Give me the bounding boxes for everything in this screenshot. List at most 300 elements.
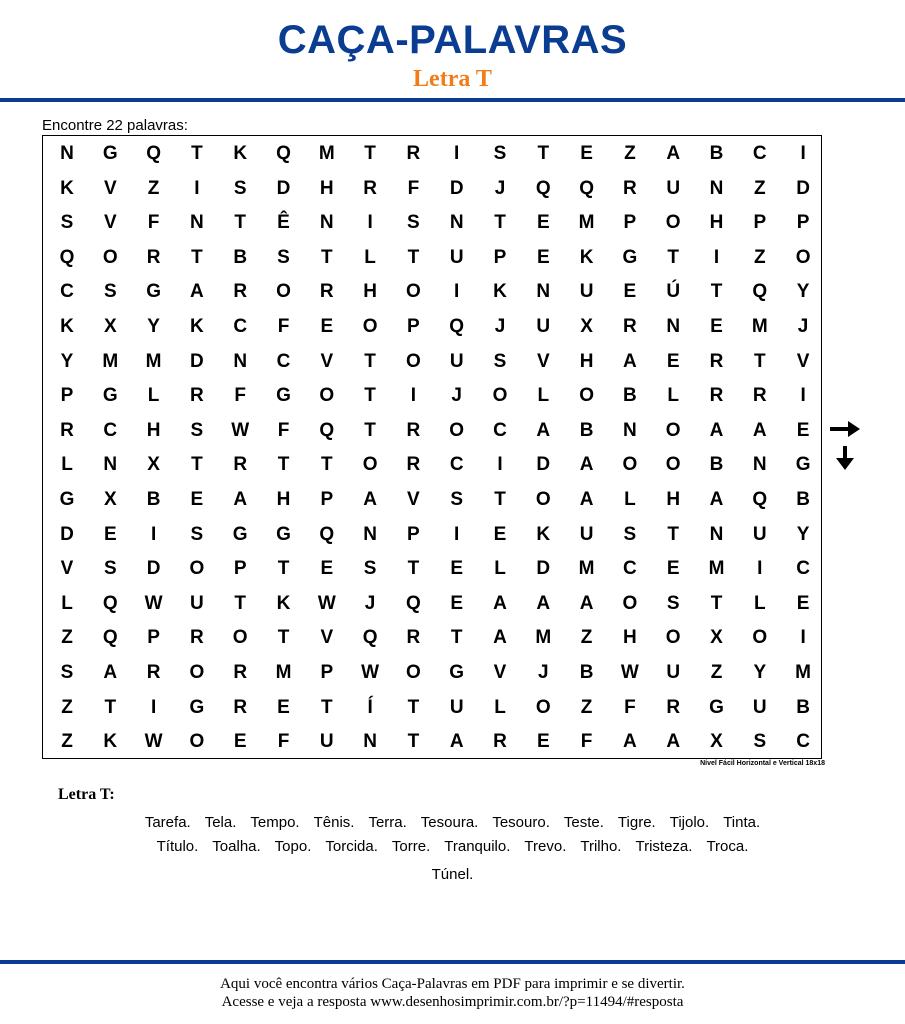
grid-cell: T [191,143,203,164]
grid-cell: Q [276,143,291,164]
grid-cell: U [666,177,681,199]
grid-cell: H [579,350,594,372]
grid-cell: P [320,662,334,683]
grid-cell: Ú [666,281,681,303]
grid-cell: P [233,558,247,580]
grid-cell: G [709,696,724,718]
grid-cell: T [537,143,550,164]
grid-cell: T [364,385,376,407]
grid-cell: N [752,454,767,476]
grid-cell: F [624,696,636,718]
grid-cell: T [364,350,376,372]
grid-cell: F [580,731,593,753]
grid-cell: O [622,592,638,614]
grid-cell: L [364,246,376,268]
bottom-divider [0,960,905,964]
word-item: Tesoura. [420,814,479,831]
grid-cell: N [363,731,377,753]
word-list-line [40,838,865,855]
grid-cell: O [406,281,421,303]
grid-cell: O [535,696,551,718]
instructions-text: Encontre 22 palavras: [42,117,188,134]
grid-cell: U [752,523,767,545]
grid-cell: I [800,627,806,649]
grid-cell: L [537,385,550,407]
grid-cell: U [752,696,767,718]
grid-cell: Z [61,696,73,718]
footer-line-1: Aqui você encontra vários Caça-Palavras em PDF para imprimir e se divertir. [220,976,685,992]
grid-cell: O [362,454,378,476]
grid-cell: S [450,489,464,510]
grid-cell: S [103,281,117,303]
grid-cell: A [579,489,594,510]
grid-cell: M [795,662,811,683]
grid-cell: F [147,212,160,234]
grid-cell: E [536,731,550,753]
grid-cell: S [493,143,507,164]
level-note: Nível Fácil Horizontal e Vertical 18x18 [700,760,825,767]
grid-cell: Z [61,627,73,649]
word-item: Torcida. [325,838,378,855]
grid-cell: R [233,454,248,476]
grid-cell: F [277,731,290,753]
grid-cell: A [752,419,767,441]
grid-cell: D [449,177,464,199]
grid-cell: M [578,212,595,234]
grid-cell: F [234,385,246,407]
word-item: Título. [156,838,199,855]
grid-cell: D [146,558,161,580]
grid-cell: M [578,558,595,580]
grid-cell: N [709,523,724,545]
grid-cell: A [103,662,118,683]
grid-cell: N [623,419,637,441]
grid-cell: Q [752,489,768,510]
grid-cell: E [710,316,723,337]
grid-cell: E [796,592,810,614]
grid-cell: R [190,385,204,407]
grid-cell: E [277,696,290,718]
grid-cell: V [796,350,810,372]
grid-cell: S [493,350,507,372]
grid-cell: U [319,731,334,753]
grid-cell: E [536,212,550,234]
grid-cell: T [450,627,463,649]
grid-cell: I [454,143,460,164]
grid-cell: A [579,454,594,476]
grid-cell: E [320,558,334,580]
grid-cell: U [449,350,464,372]
grid-cell: J [364,592,376,614]
grid-cell: U [190,592,204,614]
grid-cell: C [449,454,464,476]
grid-cell: R [60,419,74,441]
grid-cell: K [60,177,74,199]
grid-cell: Í [367,696,373,718]
grid-cell: O [665,454,681,476]
word-item: Tranquilo. [444,838,511,855]
grid-cell: Z [147,177,160,199]
grid-cell: W [317,592,336,614]
grid-cell: A [536,592,551,614]
grid-cell: V [493,662,507,683]
grid-cell: C [623,558,637,580]
grid-cell: S [407,212,420,234]
grid-cell: N [709,177,724,199]
word-item: Tesouro. [492,814,550,831]
grid-cell: T [494,489,506,510]
word-item: Topo. [274,838,312,855]
grid-cell: P [147,627,160,649]
grid-cell: E [320,316,334,337]
grid-cell: H [666,489,681,510]
grid-cell: U [449,246,464,268]
grid-cell: Q [406,592,421,614]
word-item: Tela. [204,814,237,831]
grid-cell: L [61,592,73,614]
grid-cell: S [277,246,290,268]
grid-cell: O [189,558,205,580]
grid-cell: A [190,281,204,303]
grid-cell: I [150,696,157,718]
grid-cell: U [579,523,594,545]
grid-cell: F [407,177,420,199]
grid-cell: Ê [277,212,290,234]
grid-cell: G [795,454,811,476]
grid-cell: E [450,592,464,614]
word-item: Tijolo. [669,814,710,831]
grid-cell: I [454,281,460,303]
word-item: Tigre. [617,814,656,831]
grid-cell: R [709,350,724,372]
grid-cell: X [710,731,723,753]
word-item: Tempo. [250,814,300,831]
grid-cell: L [667,385,679,407]
grid-cell: H [146,419,161,441]
grid-cell: O [189,731,205,753]
grid-cell: Z [61,731,73,753]
grid-cell: C [276,350,291,372]
grid-cell: E [796,419,810,441]
grid-cell: W [144,731,163,753]
grid-cell: V [320,627,334,649]
right-arrow-icon [828,418,862,440]
grid-cell: Q [102,592,118,614]
grid-cell: Q [59,246,75,268]
grid-cell: D [536,558,551,580]
grid-cell: O [102,246,118,268]
grid-cell: A [709,419,724,441]
grid-cell: V [320,350,334,372]
word-item: Terra. [368,814,407,831]
grid-cell: O [752,627,768,649]
grid-cell: P [320,489,334,510]
grid-cell: E [450,558,464,580]
grid-cell: N [190,212,204,234]
grid-cell: I [454,523,460,545]
grid-cell: S [233,177,247,199]
grid-cell: K [190,316,204,337]
grid-cell: R [363,177,377,199]
grid-cell: G [232,523,248,545]
grid-cell: O [492,385,508,407]
grid-cell: I [800,143,806,164]
word-item: Toalha. [212,838,261,855]
grid-cell: A [449,731,464,753]
grid-cell: D [536,454,551,476]
grid-cell: I [194,177,200,199]
grid-cell: B [623,385,637,407]
grid-cell: J [494,177,506,199]
grid-cell: M [318,143,335,164]
grid-cell: T [320,696,333,718]
grid-cell: N [449,212,464,234]
grid-cell: S [666,592,680,614]
grid-cell: S [60,662,74,683]
grid-cell: Y [147,316,160,337]
grid-cell: P [60,385,74,407]
grid-cell: J [797,316,809,337]
word-list-line [40,866,865,883]
grid-cell: M [751,316,768,337]
word-item: Tristeza. [635,838,693,855]
word-search-grid [42,135,822,759]
grid-cell: D [190,350,204,372]
grid-cell: K [103,731,118,753]
grid-cell: O [665,212,681,234]
grid-cell: O [579,385,594,407]
grid-cell: A [623,350,637,372]
top-divider [0,98,905,102]
grid-cell: P [623,212,637,234]
grid-cell: I [410,385,417,407]
grid-cell: R [623,177,637,199]
direction-legend [828,418,862,472]
grid-cell: T [753,350,766,372]
grid-cell: M [275,662,292,683]
grid-cell: X [103,316,117,337]
grid-cell: P [753,212,767,234]
grid-cell: E [190,489,204,510]
grid-cell: Y [753,662,767,683]
grid-cell: M [145,350,162,372]
grid-cell: R [233,281,248,303]
word-item: Tarefa. [144,814,191,831]
word-list-line [40,814,865,831]
grid-cell: V [103,212,117,234]
grid-cell: S [623,523,637,545]
grid-cell: B [709,454,724,476]
grid-cell: M [102,350,119,372]
grid-cell: R [146,662,161,683]
grid-cell: T [320,246,333,268]
grid-cell: R [406,454,421,476]
grid-cell: N [363,523,377,545]
grid-cell: G [102,143,118,164]
grid-cell: N [60,143,74,164]
grid-cell: S [753,731,767,753]
grid-cell: U [666,662,681,683]
grid-cell: C [796,731,810,753]
grid-cell: X [147,454,160,476]
grid-cell: C [60,281,74,303]
grid-cell: T [710,281,723,303]
word-item: Teste. [563,814,604,831]
word-item: Túnel. [431,866,474,883]
grid-cell: I [713,246,720,268]
grid-cell: P [796,212,810,234]
grid-cell: R [233,696,248,718]
grid-cell: J [451,385,462,407]
grid-cell: R [493,731,507,753]
grid-cell: B [579,419,594,441]
grid-cell: R [752,385,767,407]
grid-cell: O [406,662,421,683]
grid-cell: L [61,454,73,476]
grid-cell: F [277,419,290,441]
grid-cell: R [406,627,421,649]
grid-cell: D [796,177,810,199]
grid-cell: R [623,316,637,337]
grid-cell: G [276,523,291,545]
grid-cell: T [234,592,246,614]
grid-cell: Z [753,246,766,268]
grid-cell: G [146,281,161,303]
word-item: Torre. [391,838,431,855]
word-item: Tênis. [313,814,355,831]
word-item: Trevo. [524,838,567,855]
grid-cell: N [536,281,551,303]
grid-cell: F [277,316,290,337]
grid-cell: J [494,316,506,337]
grid-cell: Z [710,662,723,683]
grid-cell: K [276,592,291,614]
grid-cell: S [363,558,377,580]
grid-cell: O [319,385,335,407]
grid-cell: R [406,143,421,164]
grid-cell: C [103,419,118,441]
grid-cell: L [494,696,506,718]
grid-cell: T [277,558,290,580]
grid-cell: A [493,627,507,649]
grid-cell: N [233,350,248,372]
grid-cell: E [666,350,680,372]
grid-cell: K [579,246,594,268]
grid-cell: M [708,558,725,580]
grid-cell: Z [624,143,636,164]
grid-cell: Q [102,627,118,649]
grid-cell: Q [146,143,161,164]
grid-cell: E [666,558,680,580]
grid-cell: T [277,454,290,476]
grid-cell: Z [580,627,593,649]
grid-cell: T [191,454,203,476]
grid-cell: R [666,696,681,718]
grid-cell: I [800,385,806,407]
grid-cell: D [60,523,74,545]
grid-cell: U [449,696,464,718]
grid-cell: O [362,316,378,337]
grid-cell: Q [362,627,378,649]
grid-cell: N [666,316,681,337]
grid-cell: N [319,212,334,234]
grid-cell: W [361,662,380,683]
grid-cell: T [667,246,679,268]
grid-cell: K [536,523,551,545]
grid-cell: T [407,696,420,718]
grid-cell: V [103,177,117,199]
grid-cell: T [407,731,420,753]
grid-cell: O [622,454,638,476]
grid-cell: L [624,489,636,510]
grid-cell: I [367,212,373,234]
footer-line-2: Acesse e veja a resposta www.desenhosimprimir.com.br/?p=11494/#resposta [221,994,684,1010]
grid-cell: L [753,592,766,614]
grid-cell: T [407,246,420,268]
grid-cell: P [493,246,507,268]
grid-cell: H [709,212,724,234]
grid-cell: O [232,627,248,649]
grid-cell: T [364,419,376,441]
grid-cell: T [191,246,203,268]
grid-cell: G [622,246,638,268]
grid-cell: Q [319,523,335,545]
grid-cell: P [407,523,420,545]
down-arrow-icon [828,444,862,472]
grid-cell: O [449,419,465,441]
grid-cell: E [233,731,247,753]
grid-cell: V [60,558,74,580]
grid-cell: G [59,489,75,510]
grid-cell: B [796,489,810,510]
grid-cell: R [233,662,248,683]
grid-cell: O [189,662,205,683]
grid-cell: O [665,627,681,649]
grid-cell: Q [752,281,768,303]
grid-cell: B [709,143,724,164]
grid-cell: A [666,143,681,164]
grid-cell: E [103,523,117,545]
grid-cell: H [363,281,377,303]
grid-cell: E [536,246,550,268]
grid-cell: R [406,419,421,441]
grid-cell: X [710,627,723,649]
word-list-heading: Letra T: [58,786,115,803]
grid-cell: W [620,662,639,683]
grid-cell: H [319,177,334,199]
grid-cell: I [497,454,503,476]
grid-cell: O [795,246,811,268]
grid-cell: W [231,419,250,441]
grid-cell: T [407,558,420,580]
grid-cell: Q [319,419,335,441]
grid-cell: B [233,246,248,268]
grid-cell: A [666,731,681,753]
grid-cell: T [104,696,117,718]
grid-cell: B [579,662,594,683]
grid-cell: E [623,281,637,303]
grid-cell: U [536,316,551,337]
grid-cell: G [102,385,118,407]
grid-cell: R [319,281,334,303]
grid-cell: A [623,731,637,753]
grid-cell: I [150,523,157,545]
grid-cell: X [580,316,593,337]
grid-cell: T [364,143,376,164]
grid-cell: A [233,489,248,510]
grid-cell: R [190,627,204,649]
grid-cell: T [277,627,290,649]
